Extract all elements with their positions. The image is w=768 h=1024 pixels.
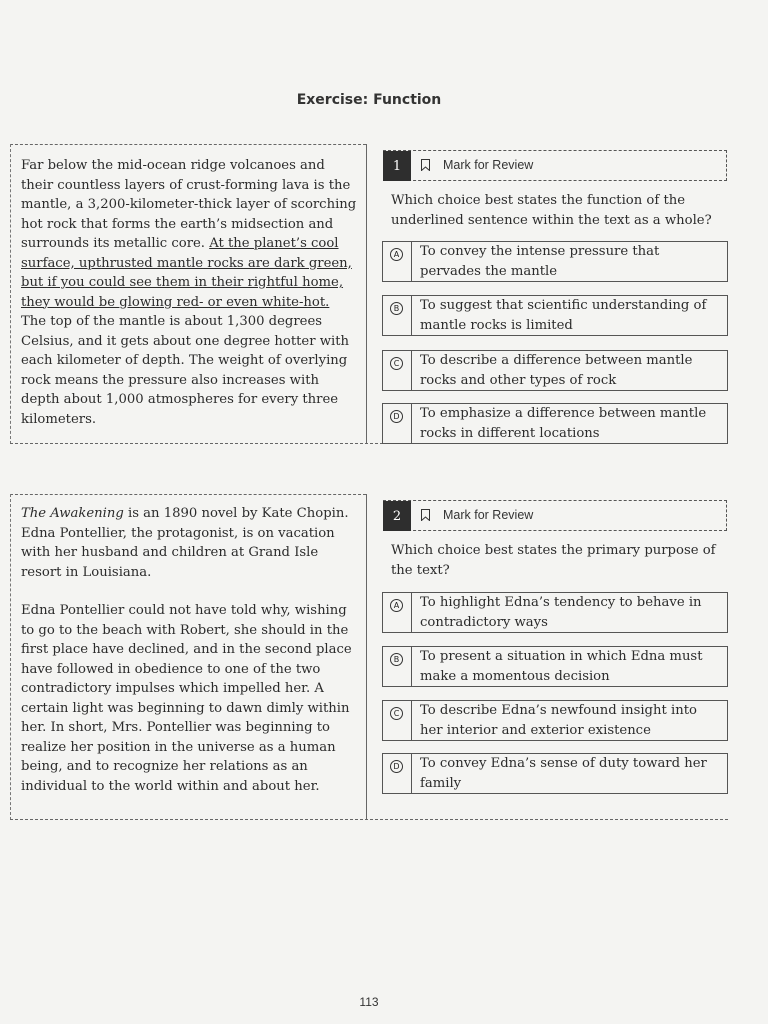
- passage-text-after: The top of the mantle is about 1,300 degrees Celsius, and it gets about one degree hotter with each kilometer of depth. The weight of overlying rock means the pressure also increases with depth about 1,000 atmospheres for every three kilometers.: [21, 314, 350, 427]
- passage-text-before: Far below the mid-ocean ridge volcanoes and their countless layers of crust-forming lava is the mantle, a 3,200-kilometer-thick layer of scorching hot rock that forms the earth’s midsection and surrounds its metallic core.: [21, 158, 357, 251]
- question-header: [383, 150, 727, 181]
- choice-text: To highlight Edna’s tendency to behave in contradictory ways: [420, 595, 702, 630]
- column-divider: [366, 494, 367, 820]
- passage-text: [21, 156, 357, 429]
- choice-text: To convey Edna’s sense of duty toward her family: [420, 756, 707, 791]
- choice-letter-b: B: [390, 302, 403, 315]
- answer-choice-a[interactable]: [382, 241, 728, 282]
- question-1-block: [10, 144, 728, 444]
- novel-title: The Awakening: [21, 506, 124, 521]
- left-divider: [10, 494, 11, 820]
- answer-choice-c[interactable]: [382, 350, 728, 391]
- answer-choice-b[interactable]: [382, 646, 728, 687]
- passage-excerpt: Edna Pontellier could not have told why, wishing to go to the beach with Robert, she should in the first place have declined, and in the second place have followed in obedience to one of the two contradictory impulses which impelled her. A certain light was beginning to dawn dimly within her. In short, Mrs. Pontellier was beginning to realize her position in the universe as a human being, and to recognize her relations as an individual to the world within and about her.: [21, 603, 352, 794]
- choice-text: To describe a difference between mantle rocks and other types of rock: [420, 353, 693, 388]
- choice-letter-c: C: [390, 707, 403, 720]
- bottom-divider: [10, 819, 728, 820]
- choice-text: To suggest that scientific understanding of mantle rocks is limited: [420, 298, 707, 333]
- question-header: [383, 500, 727, 531]
- underlined-sentence: At the planet’s cool surface, upthrusted mantle rocks are dark green, but if you could see them in their rightful home, they would be glowing red- or even white-hot.: [21, 236, 352, 310]
- mark-for-review-button[interactable]: Mark for Review: [443, 508, 534, 522]
- choice-letter-d: D: [390, 760, 403, 773]
- bookmark-icon[interactable]: [421, 159, 430, 171]
- choice-text: To present a situation in which Edna must make a momentous decision: [420, 649, 703, 684]
- question-prompt: Which choice best states the function of the underlined sentence within the text as a whole?: [391, 193, 712, 228]
- bookmark-icon[interactable]: [421, 509, 430, 521]
- top-divider: [10, 494, 366, 495]
- answer-choice-d[interactable]: [382, 403, 728, 444]
- question-prompt: Which choice best states the primary purpose of the text?: [391, 543, 716, 578]
- question-number: 1: [383, 151, 411, 181]
- choice-letter-c: C: [390, 357, 403, 370]
- question-2-block: [10, 494, 728, 820]
- choice-text: To describe Edna’s newfound insight into her interior and exterior existence: [420, 703, 697, 738]
- page-number: 113: [359, 995, 379, 1009]
- answer-choice-c[interactable]: [382, 700, 728, 741]
- column-divider: [366, 144, 367, 444]
- answer-choice-a[interactable]: [382, 592, 728, 633]
- choice-letter-a: A: [390, 599, 403, 612]
- question-number: 2: [383, 501, 411, 531]
- left-divider: [10, 144, 11, 444]
- answer-choice-d[interactable]: [382, 753, 728, 794]
- choice-text: To convey the intense pressure that pervades the mantle: [420, 244, 660, 279]
- choice-text: To emphasize a difference between mantle rocks in different locations: [420, 406, 707, 441]
- passage-text: [21, 504, 357, 796]
- answer-choice-b[interactable]: [382, 295, 728, 336]
- top-divider: [10, 144, 366, 145]
- passage-intro: is an 1890 novel by Kate Chopin. Edna Pontellier, the protagonist, is on vacation with her husband and children at Grand Isle resort in Louisiana.: [21, 506, 349, 580]
- choice-letter-d: D: [390, 410, 403, 423]
- choice-letter-a: A: [390, 248, 403, 261]
- choice-letter-b: B: [390, 653, 403, 666]
- page-title: Exercise: Function: [296, 92, 442, 108]
- mark-for-review-button[interactable]: Mark for Review: [443, 158, 534, 172]
